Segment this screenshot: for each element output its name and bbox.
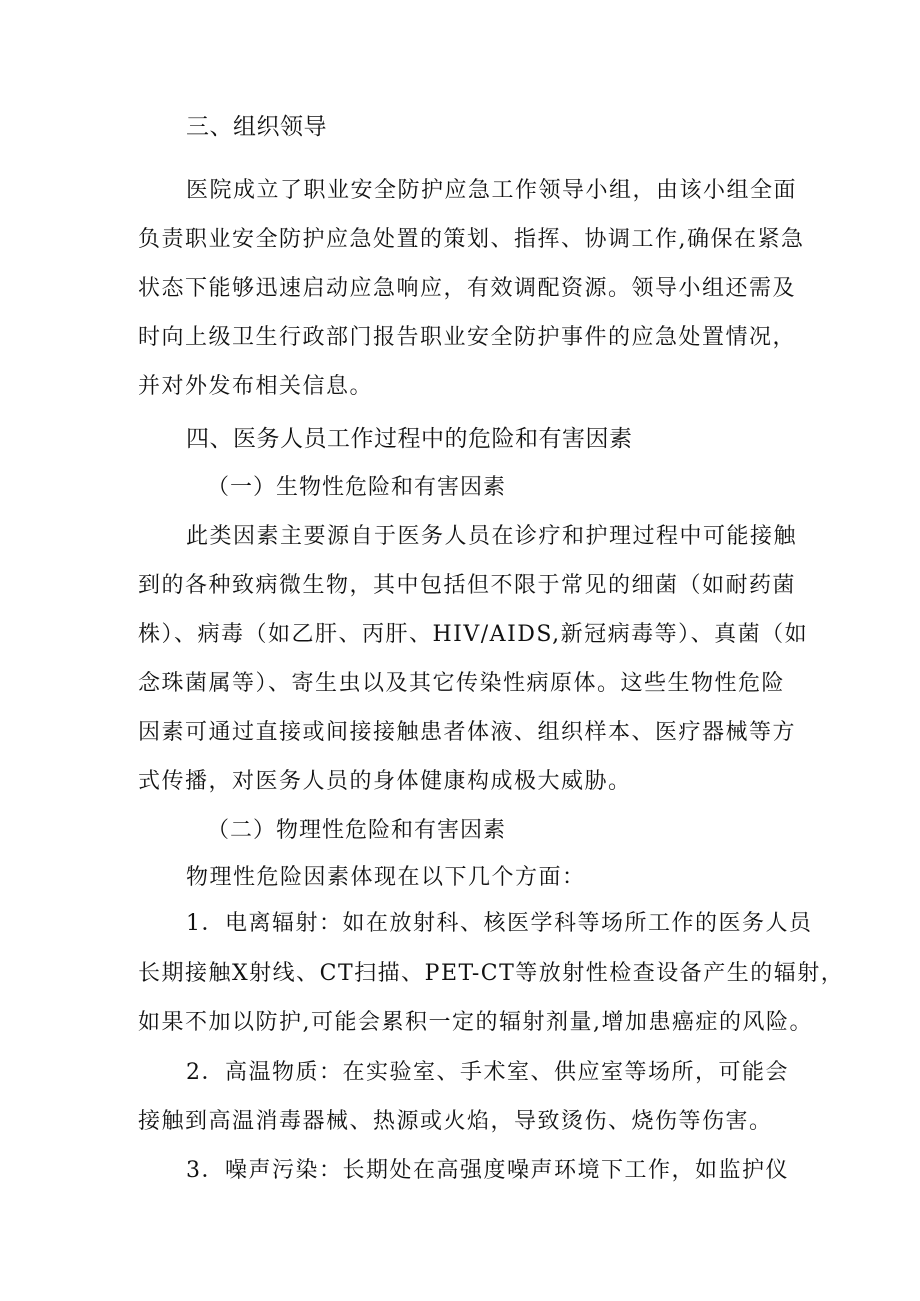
section-3-paragraph-line: 状态下能够迅速启动应急响应，有效调配资源。领导小组还需及: [138, 276, 797, 301]
bio-hazard-paragraph-line: 到的各种致病微生物，其中包括但不限于常见的细菌（如耐药菌: [138, 573, 797, 598]
bio-hazard-paragraph-line: 念珠菌属等）、寄生虫以及其它传染性病原体。这些生物性危险: [138, 671, 786, 696]
section-4-heading: 四、医务人员工作过程中的危险和有害因素: [186, 426, 633, 452]
physical-item-1-line: 长期接触X射线、CT扫描、PET-CT等放射性检查设备产生的辐射，: [138, 961, 845, 986]
physical-item-2-line: 接触到高温消毒器械、热源或火焰，导致烫伤、烧伤等伤害。: [138, 1109, 773, 1134]
section-3-paragraph-line: 时向上级卫生行政部门报告职业安全防护事件的应急处置情况，: [138, 325, 797, 350]
section-3-paragraph-line: 医院成立了职业安全防护应急工作领导小组，由该小组全面: [186, 178, 798, 203]
bio-hazard-paragraph-line: 式传播，对医务人员的身体健康构成极大威胁。: [138, 769, 632, 794]
bio-hazard-paragraph-line: 此类因素主要源自于医务人员在诊疗和护理过程中可能接触: [186, 524, 798, 549]
bio-hazard-paragraph-line: 株）、病毒（如乙肝、丙肝、HIV/AIDS,新冠病毒等）、真菌（如: [138, 622, 809, 647]
physical-hazard-subheading: （二）物理性危险和有害因素: [207, 818, 507, 843]
section-3-paragraph-line: 负责职业安全防护应急处置的策划、指挥、协调工作,确保在紧急: [138, 227, 805, 252]
bio-hazard-subheading: （一）生物性危险和有害因素: [207, 475, 507, 500]
physical-item-3-line: 3．噪声污染：长期处在高强度噪声环境下工作，如监护仪: [186, 1158, 789, 1183]
section-3-paragraph-line: 并对外发布相关信息。: [138, 374, 374, 399]
bio-hazard-paragraph-line: 因素可通过直接或间接接触患者体液、组织样本、医疗器械等方: [138, 720, 797, 745]
physical-hazard-intro: 物理性危险因素体现在以下几个方面：: [186, 865, 586, 890]
physical-item-1-line: 如果不加以防护,可能会累积一定的辐射剂量,增加患癌症的风险。: [138, 1010, 813, 1035]
physical-item-2-line: 2．高温物质：在实验室、手术室、供应室等场所，可能会: [186, 1060, 789, 1085]
section-3-heading: 三、组织领导: [186, 114, 327, 140]
physical-item-1-line: 1．电离辐射：如在放射科、核医学科等场所工作的医务人员: [186, 911, 813, 936]
